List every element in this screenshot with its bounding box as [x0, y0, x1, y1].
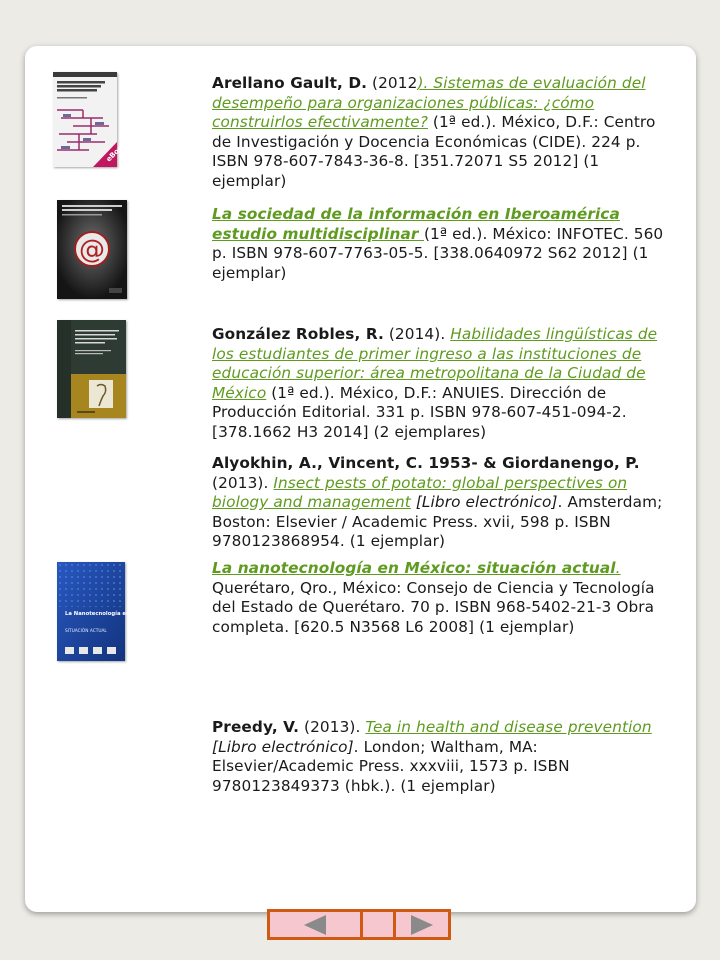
entry-details: (1ª ed.). México, D.F.: Centro de Investigación y Docencia Económicas (CIDE). 224 p. ISBN 978-607-7843-36-8. [351.72071 S5 2012] (1 ejemplar) [212, 113, 656, 190]
cover-subtitle: SITUACIÓN ACTUAL [65, 629, 107, 634]
cover-art [57, 320, 126, 418]
home-button[interactable] [360, 912, 393, 937]
entry-details: . London; Waltham, MA: Elsevier/Academic Press. xxxviii, 1573 p. ISBN 9780123849373 (hbk.). (1 ejemplar) [212, 737, 570, 795]
entry-title-link[interactable]: La sociedad de la información en Iberoamérica estudio multidisciplinar [212, 205, 620, 243]
entry-year: (2013). [299, 718, 366, 736]
slide-navigation [267, 909, 451, 940]
entry-title-link[interactable]: La nanotecnología en México: situación actual [212, 559, 616, 577]
entry-title-link[interactable]: Habilidades lingüísticas de los estudiantes de primer ingreso a las instituciones de educación superior: área metropolitana de la Ciudad de México [212, 325, 658, 402]
entry-title-link[interactable]: ). Sistemas de evaluación del desempeño para organizaciones públicas: ¿cómo construirlos efectivamente? [212, 74, 646, 132]
entry-author: Alyokhin, A., Vincent, C. 1953- & Giordanengo, P. [212, 454, 640, 472]
entry-details: (1ª ed.). México: INFOTEC. 560 p. ISBN 978-607-7763-05-5. [338.0640972 S62 2012] (1 ejemplar) [212, 224, 664, 282]
cover-art [53, 72, 128, 167]
bibliography-entry-2 [212, 205, 664, 283]
entry-author: González Robles, R. [212, 325, 384, 343]
entry-author: Arellano Gault, D. [212, 74, 368, 92]
arrow-right-icon [409, 914, 435, 936]
cover-art [57, 200, 127, 299]
entry-details: (1ª ed.). México, D.F.: ANUIES. Dirección de Producción Editorial. 331 p. ISBN 978-607-451-094-2. [378.1662 H3 2014] (2 ejemplares) [212, 383, 627, 441]
next-button[interactable] [393, 912, 448, 937]
bibliography-entry-3 [212, 325, 664, 443]
entry-title-link[interactable]: Tea in health and disease prevention [365, 718, 652, 736]
book-cover-habilidades-linguisticas[interactable] [57, 320, 126, 418]
book-cover-sociedad-informacion[interactable] [57, 200, 127, 299]
at-sign-icon: @ [79, 235, 105, 265]
arrow-left-icon [302, 914, 328, 936]
entry-year: (2013). [212, 473, 274, 492]
entry-details: . Amsterdam; Boston: Elsevier / Academic Press. xvii, 598 p. ISBN 9780123868954. (1 ejemplar) [212, 493, 663, 551]
entry-format-note: [Libro electrónico] [410, 493, 558, 512]
entry-year: (2014). [383, 325, 451, 343]
ebook-badge: eBook [104, 140, 128, 164]
cover-art [57, 562, 155, 661]
entry-title-link[interactable]: Insect pests of potato: global perspectives on biology and management [212, 473, 628, 512]
entry-format-note: [Libro electrónico] [212, 737, 354, 756]
entry-details: Querétaro, Qro., México: Consejo de Ciencia y Tecnología del Estado de Querétaro. 70 p. ISBN 968-5402-21-3 Obra completa. [620.5 N3568 L6 2008] (1 ejemplar) [212, 578, 655, 636]
entry-title-tail[interactable]: . [615, 559, 621, 577]
bibliography-entry-6 [212, 718, 664, 796]
bibliography-entry-1 [212, 74, 664, 192]
previous-button[interactable] [270, 912, 360, 937]
bibliography-entry-5 [212, 559, 664, 637]
book-cover-nanotecnologia[interactable] [57, 562, 155, 661]
bibliography-entry-4 [212, 454, 664, 552]
cover-title: La Nanotecnología en México. [65, 611, 155, 617]
entry-year: (2012 [367, 74, 418, 92]
entry-author: Preedy, V. [212, 718, 300, 736]
book-cover-sistemas-evaluacion[interactable] [53, 72, 128, 167]
